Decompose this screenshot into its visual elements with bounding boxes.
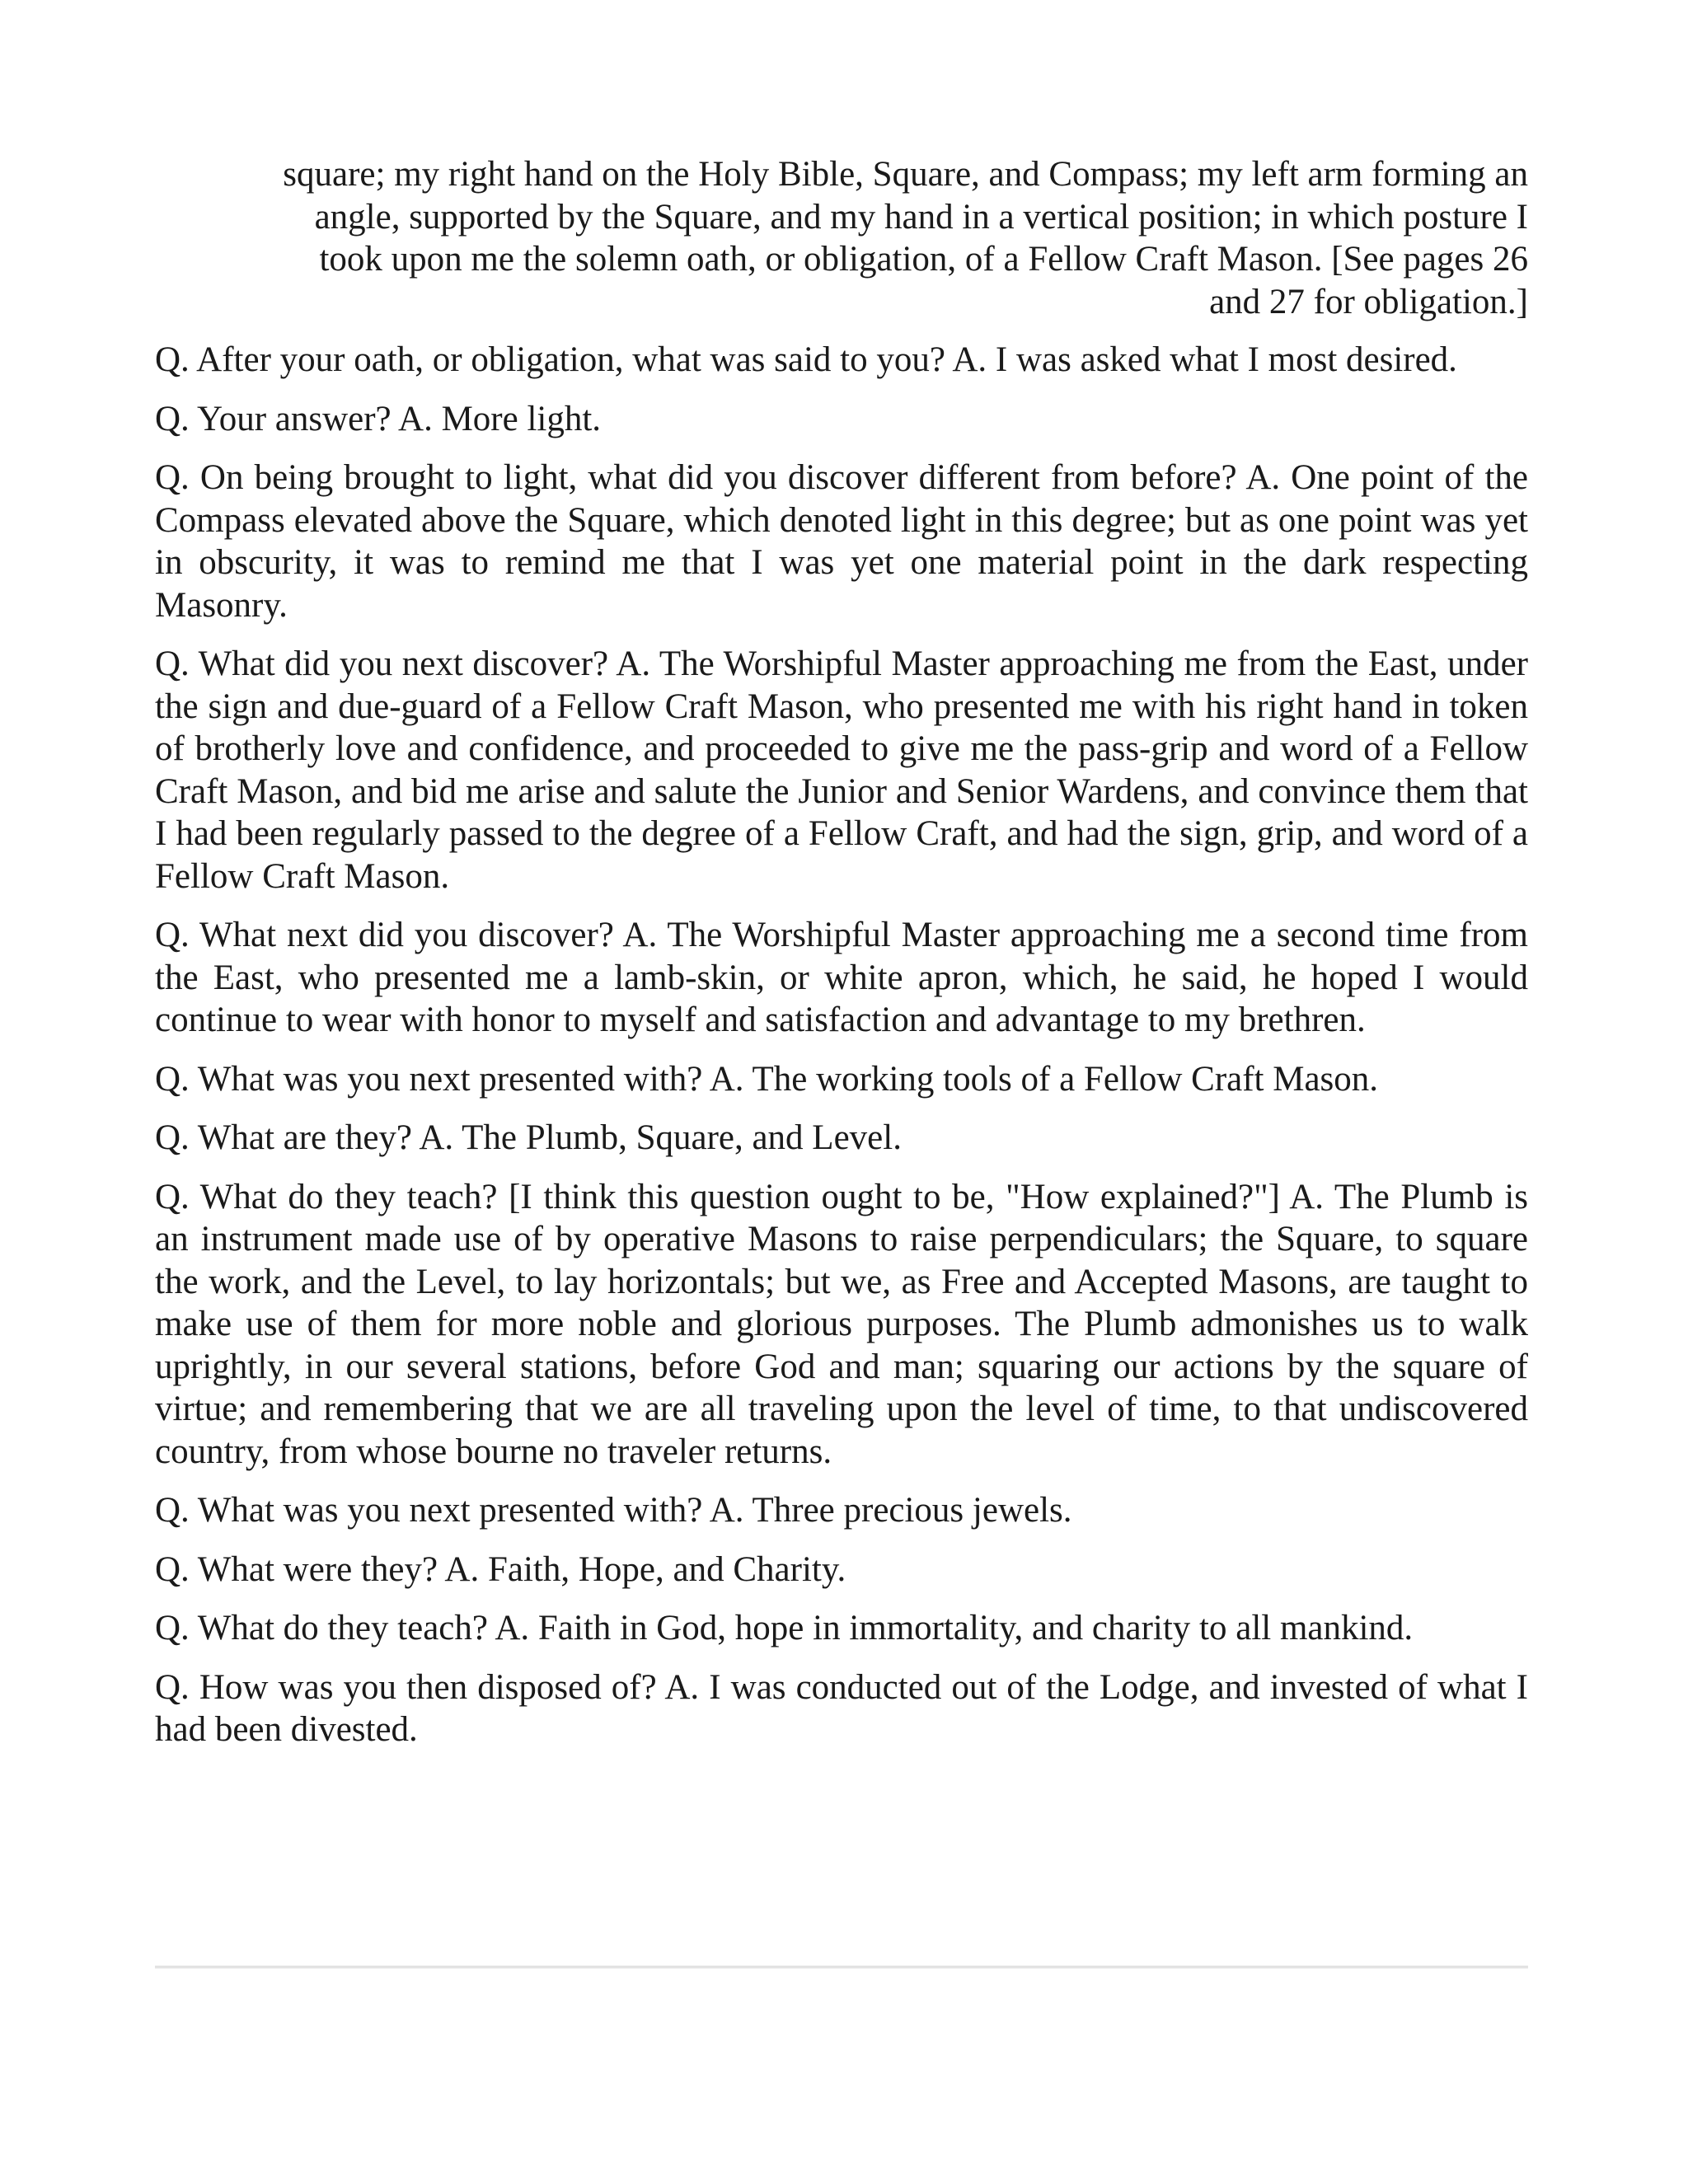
qa-paragraph: Q. What did you next discover? A. The Worshipful Master approaching me from the East, under the sign and due-guard of a Fellow Craft Mason, who presented me with his right hand in token of brotherly love and confidence, and proceeded to give me the pass-grip and word of a Fellow Craft Mason, and bid me arise and salute the Junior and Senior Wardens, and convince them that I had been regularly passed to the degree of a Fellow Craft, and had the sign, grip, and word of a Fellow Craft Mason.	[155, 644, 1528, 896]
qa-paragraph: Q. Your answer? A. More light.	[155, 399, 602, 438]
quote-line: took upon me the solemn oath, or obligation, of a Fellow Craft Mason. [See pages 26	[319, 240, 1528, 279]
qa-paragraph: Q. After your oath, or obligation, what was said to you? A. I was asked what I most desired.	[155, 340, 1457, 379]
document-body	[155, 153, 1528, 1768]
qa-paragraph: Q. What do they teach? [I think this question ought to be, "How explained?"] A. The Plumb is an instrument made use of by operative Masons to raise perpendiculars; the Square, to square the work, and the Level, to lay horizontals; but we, as Free and Accepted Masons, are taught to make use of them for more noble and glorious purposes. The Plumb admonishes us to walk uprightly, in our several stations, before God and man; squaring our actions by the square of virtue; and remembering that we are all traveling upon the level of time, to that undiscovered country, from whose bourne no traveler returns.	[155, 1177, 1528, 1471]
qa-paragraph: Q. On being brought to light, what did you discover different from before? A. One point of the Compass elevated above the Square, which denoted light in this degree; but as one point was yet in obscurity, it was to remind me that I was yet one material point in the dark respecting Masonry.	[155, 458, 1528, 625]
qa-paragraph: Q. What do they teach? A. Faith in God, hope in immortality, and charity to all mankind.	[155, 1609, 1414, 1647]
quote-line: angle, supported by the Square, and my hand in a vertical position; in which posture I	[314, 197, 1528, 237]
qa-paragraph: Q. What were they? A. Faith, Hope, and Charity.	[155, 1549, 846, 1589]
qa-paragraph: Q. What are they? A. The Plumb, Square, and Level.	[155, 1118, 902, 1157]
block-quote	[155, 153, 1528, 323]
page-divider	[155, 1966, 1528, 1969]
qa-paragraph: Q. How was you then disposed of? A. I was conducted out of the Lodge, and invested of what I had been divested.	[155, 1667, 1528, 1749]
qa-paragraph: Q. What next did you discover? A. The Worshipful Master approaching me a second time from the East, who presented me a lamb-skin, or white apron, which, he said, he hoped I would continue to wear with honor to myself and satisfaction and advantage to my brethren.	[155, 916, 1528, 1039]
quote-line: square; my right hand on the Holy Bible, Square, and Compass; my left arm forming an	[283, 155, 1528, 194]
quote-line: and 27 for obligation.]	[1209, 282, 1528, 321]
qa-paragraph: Q. What was you next presented with? A. The working tools of a Fellow Craft Mason.	[155, 1059, 1379, 1099]
qa-paragraph: Q. What was you next presented with? A. Three precious jewels.	[155, 1491, 1072, 1530]
